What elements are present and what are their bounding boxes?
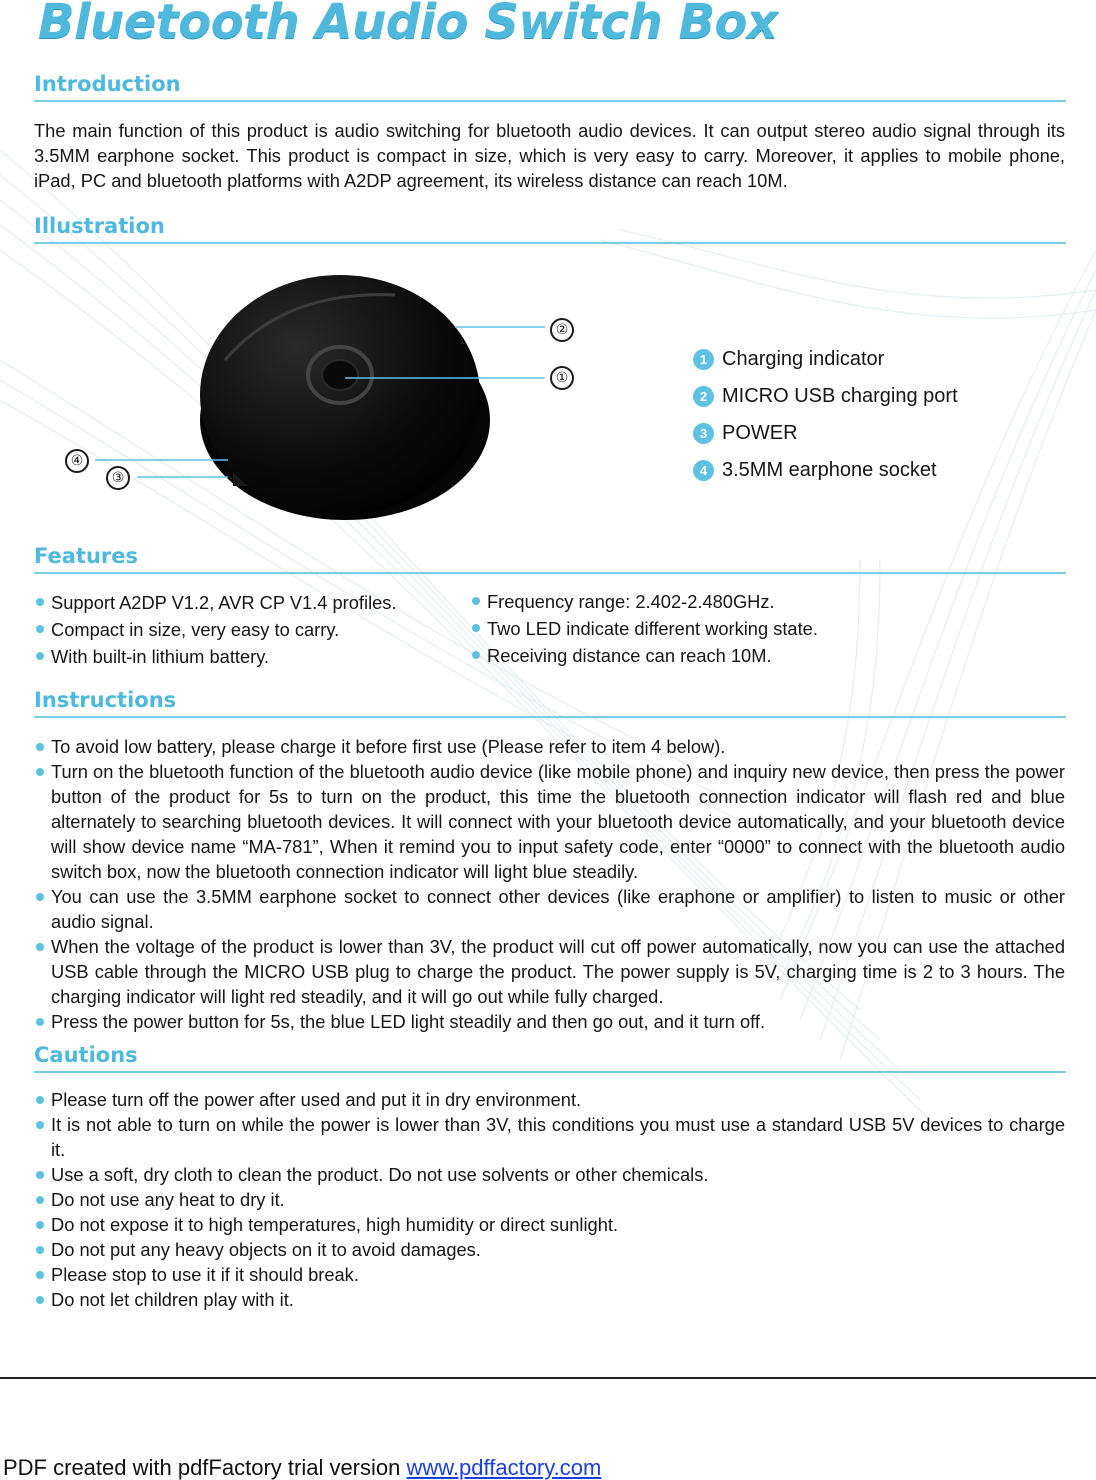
footer-text: PDF created with pdfFactory trial version [3,1455,407,1480]
list-item-text: Do not put any heavy objects on it to avoid damages. [51,1239,481,1260]
legend-label: POWER [722,422,798,444]
list-item [34,759,1065,884]
list-item-text: Two LED indicate different working state. [487,618,818,639]
page-title: Bluetooth Audio Switch Box [38,0,778,50]
list-item-text: Use a soft, dry cloth to clean the product. Do not use solvents or other chemicals. [51,1164,709,1185]
list-item [470,642,1030,669]
pdffactory-link[interactable]: www.pdffactory.com [406,1455,602,1480]
features-heading: Features [34,544,1066,574]
legend-item [693,378,958,415]
bullet-icon [36,1271,44,1279]
list-item-text: When the voltage of the product is lower than 3V, the product will cut off power automatically, now you can use the attached USB cable through the MICRO USB plug to charge the product. The power supply is 5V, charging time is 2 to 3 hours. The charging indicator will light red steadily, and it will go out while fully charged. [51,936,1065,1007]
list-item-text: Turn on the bluetooth function of the bluetooth audio device (like mobile phone) and inquiry new device, then press the power button of the product for 5s to turn on the product, this time the bluetooth connection indicator will flash red and blue alternately to searching bluetooth devices. It will connect with your bluetooth device automatically, and your bluetooth device will show device name “MA-781”, When it remind you to input safety code, enter “0000” to connect with the bluetooth audio switch box, now the bluetooth connection indicator will light blue steadily. [51,761,1065,882]
legend-item [693,341,958,378]
bullet-icon [36,1196,44,1204]
legend-label: 3.5MM earphone socket [722,459,937,481]
list-item [34,1287,1065,1312]
introduction-text: The main function of this product is audio switching for bluetooth audio devices. It can output stereo audio signal through its 3.5MM earphone socket. This product is compact in size, which is very easy to carry. Moreover, it applies to mobile phone, iPad, PC and bluetooth platforms with A2DP agreement, its wireless distance can reach 10M. [34,120,1065,191]
list-item-text: Please stop to use it if it should break. [51,1264,359,1285]
list-item-text: Do not let children play with it. [51,1289,294,1310]
list-item-text: Press the power button for 5s, the blue LED light steadily and then go out, and it turn off. [51,1011,766,1032]
bullet-icon [36,893,44,901]
illustration-legend [693,341,958,489]
bullet-icon [36,943,44,951]
list-item-text: Receiving distance can reach 10M. [487,645,772,666]
footer-divider [0,1377,1096,1379]
list-item [34,643,454,670]
bullet-icon [36,1221,44,1229]
list-item [34,884,1065,934]
illustration-heading: Illustration [34,214,1066,244]
instructions-list [34,734,1065,1034]
list-item [34,934,1065,1009]
list-item-text: You can use the 3.5MM earphone socket to connect other devices (like eraphone or amplifier) to listen to music or other audio signal. [51,886,1065,932]
legend-number: 4 [693,460,714,481]
list-item [470,588,1030,615]
list-item-text: Do not expose it to high temperatures, high humidity or direct sunlight. [51,1214,619,1235]
bullet-icon [36,1018,44,1026]
bullet-icon [36,625,44,633]
legend-label: Charging indicator [722,348,885,370]
list-item [34,1237,1065,1262]
device-image [195,270,495,540]
list-item-text: Support A2DP V1.2, AVR CP V1.4 profiles. [51,592,397,613]
bullet-icon [36,743,44,751]
callout-1: ① [550,366,574,390]
callout-4: ④ [65,449,89,473]
legend-number: 1 [693,349,714,370]
list-item-text: Frequency range: 2.402-2.480GHz. [487,591,775,612]
cautions-heading: Cautions [34,1043,1066,1073]
introduction-heading: Introduction [34,72,1066,102]
list-item [34,1112,1065,1162]
bullet-icon [472,597,480,605]
list-item-text: With built-in lithium battery. [51,646,270,667]
bullet-icon [36,652,44,660]
callout-2: ② [550,318,574,342]
legend-item [693,415,958,452]
bullet-icon [472,651,480,659]
list-item [34,589,454,616]
callout-3: ③ [106,466,130,490]
list-item-text: Compact in size, very easy to carry. [51,619,340,640]
list-item-text: Please turn off the power after used and put it in dry environment. [51,1089,582,1110]
instructions-heading: Instructions [34,688,1066,718]
list-item [34,616,454,643]
bullet-icon [36,598,44,606]
bullet-icon [472,624,480,632]
cautions-list [34,1087,1065,1312]
legend-number: 2 [693,386,714,407]
legend-number: 3 [693,423,714,444]
list-item [34,1262,1065,1287]
list-item [470,615,1030,642]
legend-item [693,452,958,489]
list-item [34,1087,1065,1112]
legend-label: MICRO USB charging port [722,385,958,407]
list-item [34,1162,1065,1187]
features-list-right [470,588,1030,669]
bullet-icon [36,1296,44,1304]
list-item [34,1187,1065,1212]
bullet-icon [36,768,44,776]
list-item-text: It is not able to turn on while the power is lower than 3V, this conditions you must use a standard USB 5V devices to charge it. [51,1114,1065,1160]
list-item [34,1212,1065,1237]
bullet-icon [36,1096,44,1104]
list-item [34,1009,1065,1034]
footer [3,1455,601,1480]
bullet-icon [36,1246,44,1254]
list-item [34,734,1065,759]
list-item-text: Do not use any heat to dry it. [51,1189,285,1210]
features-list-left [34,589,454,670]
list-item-text: To avoid low battery, please charge it before first use (Please refer to item 4 below). [51,736,726,757]
bullet-icon [36,1171,44,1179]
bullet-icon [36,1121,44,1129]
